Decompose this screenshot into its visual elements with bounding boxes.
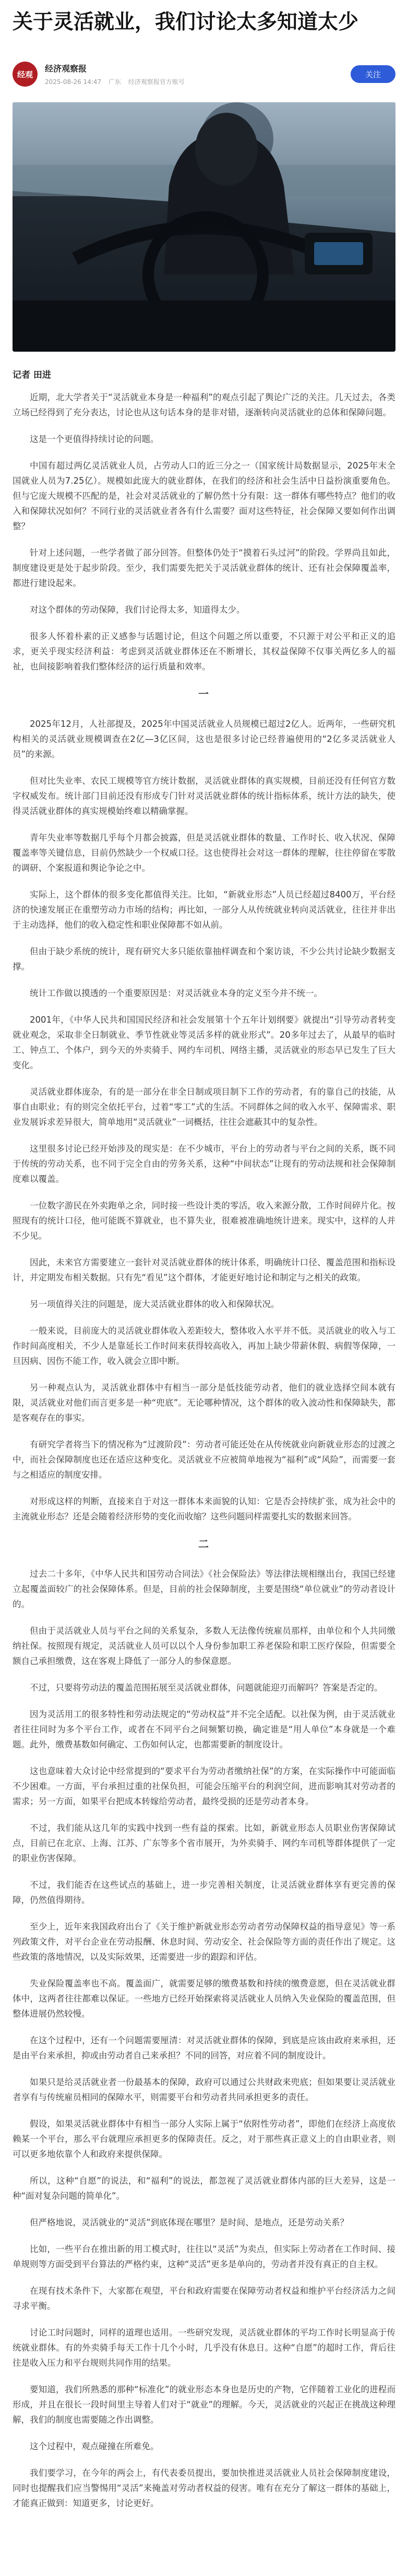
article-paragraph: 但由于灵活就业人员与平台之间的关系复杂，多数人无法像传统雇员那样，由单位和个人共同缴纳社保。按照现有规定，灵活就业人员可以以个人身份参加职工养老保险和职工医疗保险，但需要全额自己承担缴费，这在客观上降低了一部分人的参保意愿。 xyxy=(13,1626,395,1666)
article-paragraph: 但对比失业率、农民工规模等官方统计数据，灵活就业群体的真实规模，目前还没有任何官方数字权威发布。统计部门目前还没有形成专门针对灵活就业群体的统计指标体系，统计方法的缺失，使得灵活就业群体的真实规模始终难以精确掌握。 xyxy=(13,776,395,816)
article-title: 关于灵活就业，我们讨论太多知道太少 xyxy=(13,10,359,34)
article-paragraph: 在现有技术条件下，大家都在观望，平台和政府需要在保障劳动者权益和维护平台经济活力之间寻求平衡。 xyxy=(13,2286,395,2311)
article-paragraph: 中国有超过两亿灵活就业人员，占劳动人口的近三分之一（国家统计局数据显示，2025年末全国就业人员为7.25亿）。规模如此庞大的就业群体，在我们的经济和社会生活中日益扮演重要角色。但与它庞大规模不匹配的是，社会对灵活就业的了解仍然十分有限：这一群体有哪些特点？他们的收入和保障状况如何？不同行业的灵活就业者各有什么需要？面对这些特征，社会保障又要如何作出调整？ xyxy=(13,461,395,531)
article-paragraph: 不过，我们能从这几年的实践中找到一些有益的探索。比如，新就业形态人员职业伤害保障试点，目前已在北京、上海、江苏、广东等多个省市展开，为外卖骑手、网约车司机等群体提供了一定的职业伤害保障。 xyxy=(13,1823,395,1863)
article-paragraph: 失业保险覆盖率也不高。覆盖面广，就需要足够的缴费基数和持续的缴费意愿，但在灵活就业群体中，这两者往往都难以保证。一些地方已经开始探索将灵活就业人员纳入失业保险的覆盖范围，但整体进展仍然较慢。 xyxy=(13,1979,395,2019)
article-paragraph: 实际上，这个群体的很多变化都值得关注。比如，“新就业形态”人员已经超过8400万，平台经济的快速发展正在重塑劳动力市场的结构；再比如，一部分人从传统就业转向灵活就业，往往并非出于主动选择，他们的收入稳定性和职业保障都不如从前。 xyxy=(13,890,395,930)
article-paragraph: 针对上述问题，一些学者做了部分回答。但整体仍处于“摸着石头过河”的阶段。学界尚且如此，制度建设更是处于起步阶段。至少，我们需要先把关于灵活就业群体的统计、还有社会保障覆盖率，都进行建设起来。 xyxy=(13,548,395,588)
hero-image xyxy=(13,102,395,352)
article-paragraph: 因为灵活用工的很多特性和劳动法规定的“劳动权益”并不完全适配。以社保为例，由于灵活就业者往往同时为多个平台工作，或者在不同平台之间频繁切换，确定谁是“用人单位”本身就是一个难题。此外，缴费基数如何确定、工伤如何认定，也都需要新的制度设计。 xyxy=(13,1709,395,1750)
article-paragraph: 近期，北大学者关于“灵活就业本身是一种福利”的观点引起了舆论广泛的关注。几天过去，各类立场已经得到了充分表达，讨论也从这句话本身的是非对错，逐渐转向灵活就业的总体和保障问题。 xyxy=(13,392,395,417)
article-paragraph: 在这个过程中，还有一个问题需要厘清：对灵活就业群体的保障，到底是应该由政府来承担，还是由平台来承担，抑或由劳动者自己来承担？不同的回答，对应着不同的制度设计。 xyxy=(13,2035,395,2060)
author-info xyxy=(45,62,351,86)
article-paragraph: 我们要学习，在今年的两会上，有代表委员提出，要加快推进灵活就业人员社会保障制度建设，同时也提醒我们应当警惕用“灵活”来掩盖对劳动者权益的侵害。唯有在充分了解这一群体的基础上，才能真正做到：知道更多，讨论更好。 xyxy=(13,2468,395,2508)
article-body xyxy=(13,390,395,2511)
section-number: 一 xyxy=(198,688,210,700)
article-meta xyxy=(45,77,351,86)
article-paragraph: 一般来说，目前庞大的灵活就业群体收入差距较大，整体收入水平并不低。灵活就业的收入与工作时间高度相关，不少人是靠延长工作时间来获得较高收入，再加上缺少带薪休假、病假等保障，一旦因病、因伤不能工作，收入就会立即中断。 xyxy=(13,1326,395,1366)
article-paragraph: 这里很多讨论已经开始涉及的现实是：在不少城市，平台上的劳动者与平台之间的关系，既不同于传统的劳动关系，也不同于完全自由的劳务关系，这种“中间状态”让现有的劳动法规和社会保障制度难以覆盖。 xyxy=(13,1144,395,1184)
section-divider xyxy=(13,1536,395,1551)
article-paragraph: 统计工作做以摸透的一个重要原因是：对灵活就业本身的定义至今并不统一。 xyxy=(30,988,322,998)
article-paragraph: 如果只是给灵活就业者一份最基本的保障，政府可以通过公共财政来兜底；但如果要让灵活就业者享有与传统雇员相同的保障水平，则需要平台和劳动者共同承担更多的责任。 xyxy=(13,2077,395,2102)
article-paragraph: 但由于缺少系统的统计，现有研究大多只能依靠抽样调查和个案访谈，不少公共讨论缺少数据支撑。 xyxy=(13,946,395,972)
author-name[interactable]: 经济观察报 xyxy=(45,64,87,74)
article-paragraph: 2025年12月，人社部提及，2025年中国灵活就业人员规模已超过2亿人。近两年，一些研究机构相关的灵活就业规模调查在2亿—3亿区间，这也是很多讨论已经普遍使用的“2亿多灵活就业人员”的来源。 xyxy=(13,719,395,759)
article-paragraph: 不过，我们能否在这些试点的基础上，进一步完善相关制度，让灵活就业群体享有更完善的保障，仍然值得期待。 xyxy=(13,1880,395,1905)
article-paragraph: 假设，如果灵活就业群体中有相当一部分人实际上属于“依附性劳动者”，即他们在经济上高度依赖某一个平台，那么平台就理应承担更多的保障责任。反之，对于那些真正意义上的自由职业者，则可以更多地依靠个人和政府来提供保障。 xyxy=(13,2119,395,2159)
article-paragraph: 比如，一些平台在推出新的用工模式时，往往以“灵活”为卖点，但实际上劳动者在工作时间、接单规则等方面受到平台算法的严格约束，这种“灵活”更多是单向的，劳动者并没有真正的自主权。 xyxy=(13,2244,395,2269)
driver-in-car-photo xyxy=(13,102,395,352)
article-paragraph: 过去二十多年，《中华人民共和国劳动合同法》《社会保险法》等法律法规相继出台，我国已经建立起覆盖面较广的社会保障体系。但是，目前的社会保障制度，主要是围绕“单位就业”的劳动者设计的。 xyxy=(13,1569,395,1609)
account-source: 经济观察报官方账号 xyxy=(128,78,185,86)
publish-location: 广东 xyxy=(108,78,121,86)
follow-button[interactable]: 关注 xyxy=(351,65,395,83)
article-paragraph: 至少上，近年来我国政府出台了《关于维护新就业形态劳动者劳动保障权益的指导意见》等一系列政策文件，对平台企业在劳动报酬、休息时间、劳动安全、社会保险等方面的责任作出了规定。这些政策的落地情况，以及实际效果，还需要进一步的跟踪和评估。 xyxy=(13,1922,395,1962)
publish-date: 2025-08-26 14:47 xyxy=(45,78,102,86)
article-paragraph: 灵活就业群体庞杂，有的是一部分在非全日制或项目制下工作的劳动者，有的靠自己的技能，从事自由职业；有的则完全依托平台，过着“零工”式的生活。不同群体之间的收入水平、保障需求、职业发展诉求差异很大，简单地用“灵活就业”一词概括，往往会遮蔽其中的复杂性。 xyxy=(13,1087,395,1127)
author-bar xyxy=(13,57,395,91)
article-paragraph: 对形成这样的判断，直接来自于对这一群体本来面貌的认知：它是否会持续扩张，成为社会中的主流就业形态？还是会随着经济形势的变化而收缩？这些问题同样需要扎实的数据来回答。 xyxy=(13,1496,395,1521)
article-paragraph: 一位数字游民在外卖跑单之余，同时接一些设计类的零活，收入来源分散，工作时间碎片化。按照现有的统计口径，他可能既不算就业，也不算失业，很难被准确地统计进来。现实中，这样的人并不少见。 xyxy=(13,1201,395,1241)
section-divider xyxy=(13,686,395,701)
article-paragraph: 很多人怀着朴素的正义感参与话题讨论，但这个问题之所以重要，不只源于对公平和正义的追求，更关乎现实经济利益：考虑到灵活就业群体还在不断增长，其权益保障不仅事关两亿多人的福祉，也间接影响着我们整体经济的运行质量和效率。 xyxy=(13,631,395,672)
section-number: 二 xyxy=(198,1538,210,1550)
article-paragraph: 要知道，我们所熟悉的那种“标准化”的就业形态本身也是历史的产物，它伴随着工业化的进程而形成，并且在很长一段时间里主导着人们对于“就业”的理解。今天，灵活就业的兴起正在挑战这种理解，我们的制度也需要随之作出调整。 xyxy=(13,2385,395,2425)
article-paragraph: 但严格地说，灵活就业的“灵活”到底体现在哪里？是时间、是地点，还是劳动关系？ xyxy=(30,2218,349,2227)
article-paragraph: 所以，这种“自愿”的说法，和“福利”的说法，都忽视了灵活就业群体内部的巨大差异，这是一种“面对复杂问题的简单化”。 xyxy=(13,2176,395,2201)
article-paragraph: 有研究学者将当下的情况称为“过渡阶段”：劳动者可能还处在从传统就业向新就业形态的过渡之中，而社会保障制度也还在适应这种变化。灵活就业不应被简单地视为“福利”或“风险”，而需要一套与之相适应的制度安排。 xyxy=(13,1440,395,1480)
article-paragraph: 青年失业率等数据几乎每个月都会披露，但是灵活就业群体的数量、工作时长、收入状况、保障覆盖率等关键信息，目前仍然缺少一个权威口径。这也使得社会对这一群体的理解，往往停留在零散的调研、个案报道和舆论争论之中。 xyxy=(13,833,395,873)
article-paragraph: 这也意味着大众讨论中经常提到的“要求平台为劳动者缴纳社保”的方案，在实际操作中可能面临不少困难。一方面，平台承担过重的社保负担，可能会压缩平台的利润空间，进而影响其对劳动者的需求；另一方面，如果平台把成本转嫁给劳动者，最终受损的还是劳动者本身。 xyxy=(13,1766,395,1806)
article-paragraph: 因此，未来官方需要建立一套针对灵活就业群体的统计体系，明确统计口径、覆盖范围和指标设计，并定期发布相关数据。只有先“看见”这个群体，才能更好地讨论和制定与之相关的政策。 xyxy=(13,1257,395,1283)
article-paragraph: 另一项值得关注的问题是，庞大灵活就业群体的收入和保障状况。 xyxy=(30,1299,280,1309)
avatar[interactable]: 经观 xyxy=(13,62,38,87)
article-paragraph: 不过，只要将劳动法的覆盖范围拓展至灵活就业群体，问题就能迎刃而解吗？答案是否定的。 xyxy=(30,1683,383,1693)
article-paragraph: 这个过程中，观点碰撞在所难免。 xyxy=(30,2441,159,2451)
article-paragraph: 讨论工时问题时，同样的道理也适用。一些研究发现，灵活就业群体的平均工作时长明显高于传统就业群体。有的外卖骑手每天工作十几个小时，几乎没有休息日。这种“自愿”的超时工作，背后往往是收入压力和平台规则共同作用的结果。 xyxy=(13,2328,395,2368)
article-paragraph: 另一种观点认为，灵活就业群体中有相当一部分是低技能劳动者，他们的就业选择空间本就有限，灵活就业对他们而言更多是一种“兜底”。无论哪种情况，这个群体的收入波动性和保障缺失，都是客观存在的事实。 xyxy=(13,1383,395,1423)
article-paragraph: 2001年，《中华人民共和国国民经济和社会发展第十个五年计划纲要》就提出“引导劳动者转变就业观念，采取非全日制就业、季节性就业等灵活多样的就业形式”。20多年过去了，从最早的临时工、钟点工、个体户，到今天的外卖骑手、网约车司机、网络主播，灵活就业的形态早已发生了巨大变化。 xyxy=(13,1015,395,1070)
article-paragraph: 对这个群体的劳动保障，我们讨论得太多，知道得太少。 xyxy=(30,605,245,615)
byline: 记者 田进 xyxy=(13,370,51,380)
article-paragraph: 这是一个更值得持续讨论的问题。 xyxy=(30,434,159,444)
